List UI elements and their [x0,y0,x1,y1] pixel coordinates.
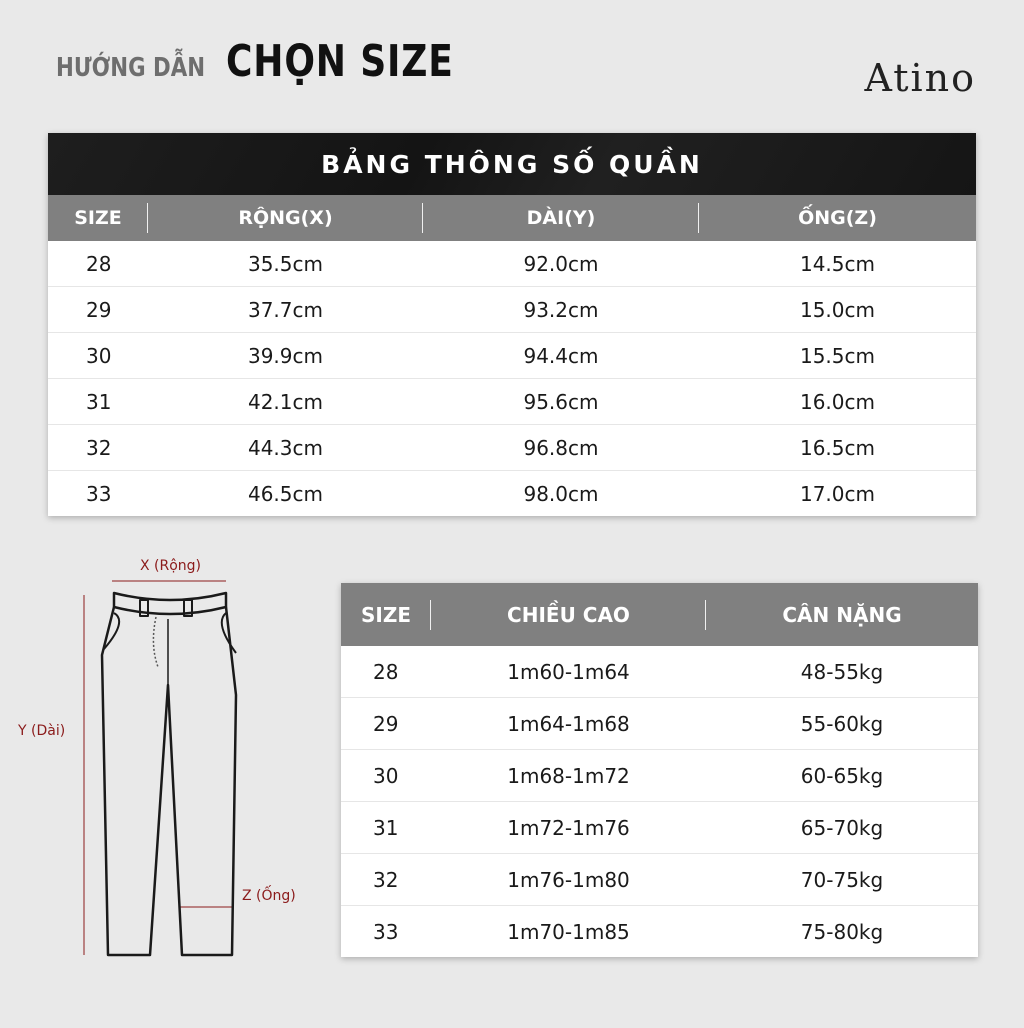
column-header-size: SIZE [341,603,431,627]
cell-size: 30 [86,343,112,368]
cell-weight: 75-80kg [800,919,884,944]
cell-leg-opening: 16.0cm [799,389,875,414]
cell-weight: 55-60kg [800,711,884,736]
cell-width: 46.5cm [247,481,323,506]
cell-size: 33 [373,919,399,944]
table-row [341,802,978,854]
table-row [341,698,978,750]
table-row [341,906,978,957]
cell-height: 1m64-1m68 [507,711,630,736]
table-row [48,241,976,287]
cell-height: 1m70-1m85 [507,919,630,944]
cell-size: 29 [86,297,112,322]
cell-weight: 70-75kg [800,867,884,892]
label-length-y: Y (Dài) [18,723,66,739]
cell-length: 95.6cm [523,389,599,414]
table-row [48,425,976,471]
cell-size: 31 [86,389,112,414]
brand-logo: Atino [864,56,976,100]
cell-length: 98.0cm [523,481,599,506]
pants-diagram [0,545,330,1024]
column-header-leg-opening: ỐNG(Z) [798,207,877,229]
column-header-weight: CÂN NẶNG [782,602,902,627]
column-header-height: CHIỀU CAO [431,603,706,627]
cell-size: 30 [373,763,399,788]
cell-width: 44.3cm [247,435,323,460]
measurement-table [48,133,976,516]
table-row [341,646,978,698]
cell-width: 35.5cm [247,251,323,276]
table-row [48,287,976,333]
cell-length: 93.2cm [523,297,599,322]
measurement-table-header [48,195,976,241]
cell-leg-opening: 16.5cm [799,435,875,460]
cell-leg-opening: 15.0cm [799,297,875,322]
cell-width: 39.9cm [247,343,323,368]
pants-illustration [0,545,330,1024]
column-header-width: RỘNG(X) [148,207,423,229]
label-leg-opening-z: Z (Ống) [242,888,296,904]
cell-width: 42.1cm [247,389,323,414]
table-row [341,750,978,802]
cell-length: 96.8cm [523,435,599,460]
table-row [48,333,976,379]
cell-weight: 60-65kg [800,763,884,788]
measurement-table-title: BẢNG THÔNG SỐ QUẦN [48,133,976,195]
table-row [48,379,976,425]
label-width-x: X (Rộng) [140,558,202,574]
title-prefix: HƯỚNG DẪN [56,53,206,83]
cell-weight: 48-55kg [800,659,884,684]
table-row [341,854,978,906]
cell-height: 1m72-1m76 [507,815,630,840]
fit-table [341,583,978,957]
cell-size: 29 [373,711,399,736]
cell-size: 28 [86,251,112,276]
cell-size: 31 [373,815,399,840]
fit-table-body [341,646,978,957]
cell-weight: 65-70kg [800,815,884,840]
cell-height: 1m76-1m80 [507,867,630,892]
fit-table-header [341,583,978,646]
cell-size: 28 [373,659,399,684]
cell-size: 33 [86,481,112,506]
cell-size: 32 [373,867,399,892]
cell-height: 1m68-1m72 [507,763,630,788]
page-title [56,36,504,92]
cell-length: 92.0cm [523,251,599,276]
table-row [48,471,976,516]
cell-leg-opening: 15.5cm [799,343,875,368]
column-header-size: SIZE [48,207,148,229]
cell-length: 94.4cm [523,343,599,368]
cell-size: 32 [86,435,112,460]
title-main: CHỌN SIZE [225,36,454,87]
cell-height: 1m60-1m64 [507,659,630,684]
cell-leg-opening: 14.5cm [799,251,875,276]
cell-leg-opening: 17.0cm [799,481,875,506]
cell-width: 37.7cm [247,297,323,322]
measurement-table-body [48,241,976,516]
column-header-length: DÀI(Y) [423,207,699,229]
